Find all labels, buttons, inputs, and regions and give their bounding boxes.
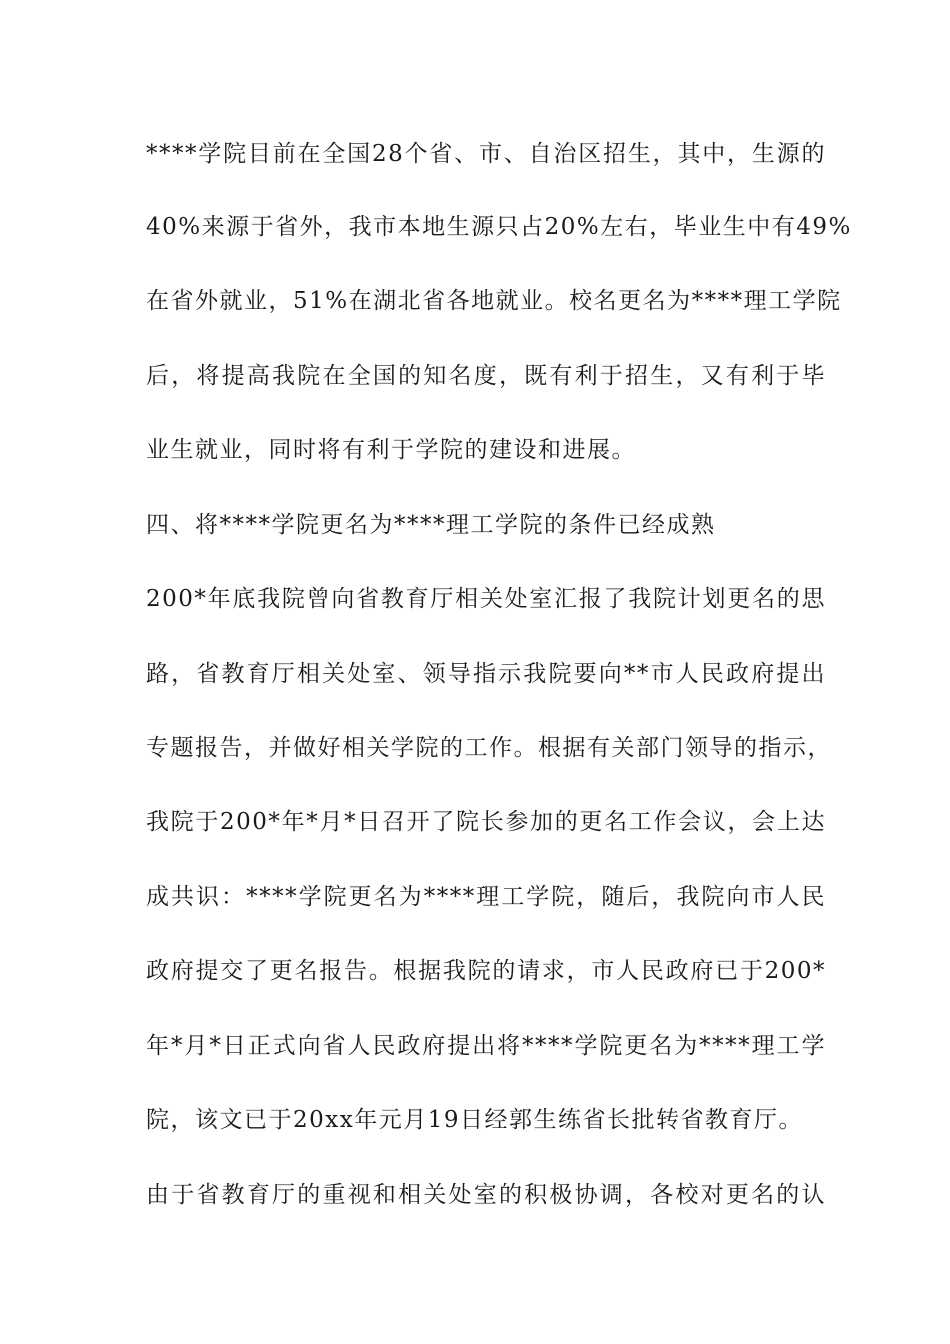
text-line: 由于省教育厅的重视和相关处室的积极协调，各校对更名的认 (146, 1182, 826, 1208)
text-line: 200*年底我院曾向省教育厅相关处室汇报了我院计划更名的思 (146, 586, 826, 612)
text-line: 政府提交了更名报告。根据我院的请求，市人民政府已于200* (146, 958, 826, 984)
text-line: 路，省教育厅相关处室、领导指示我院要向**市人民政府提出 (146, 661, 826, 687)
text-line: ****学院目前在全国28个省、市、自治区招生，其中，生源的 (146, 141, 826, 167)
text-line: 院，该文已于20xx年元月19日经郭生练省长批转省教育厅。 (146, 1107, 803, 1133)
text-line: 我院于200*年*月*日召开了院长参加的更名工作会议，会上达 (146, 809, 826, 835)
text-line: 年*月*日正式向省人民政府提出将****学院更名为****理工学 (146, 1033, 826, 1059)
section-heading: 四、将****学院更名为****理工学院的条件已经成熟 (146, 512, 716, 538)
text-line: 业生就业，同时将有利于学院的建设和进展。 (146, 437, 636, 463)
text-line: 40%来源于省外，我市本地生源只占20%左右，毕业生中有49% (146, 214, 852, 240)
text-line: 专题报告，并做好相关学院的工作。根据有关部门领导的指示， (146, 735, 832, 761)
text-line: 后，将提高我院在全国的知名度，既有利于招生，又有利于毕 (146, 363, 826, 389)
text-line: 成共识：****学院更名为****理工学院，随后，我院向市人民 (146, 884, 826, 910)
text-line: 在省外就业，51%在湖北省各地就业。校名更名为****理工学院 (146, 288, 842, 314)
